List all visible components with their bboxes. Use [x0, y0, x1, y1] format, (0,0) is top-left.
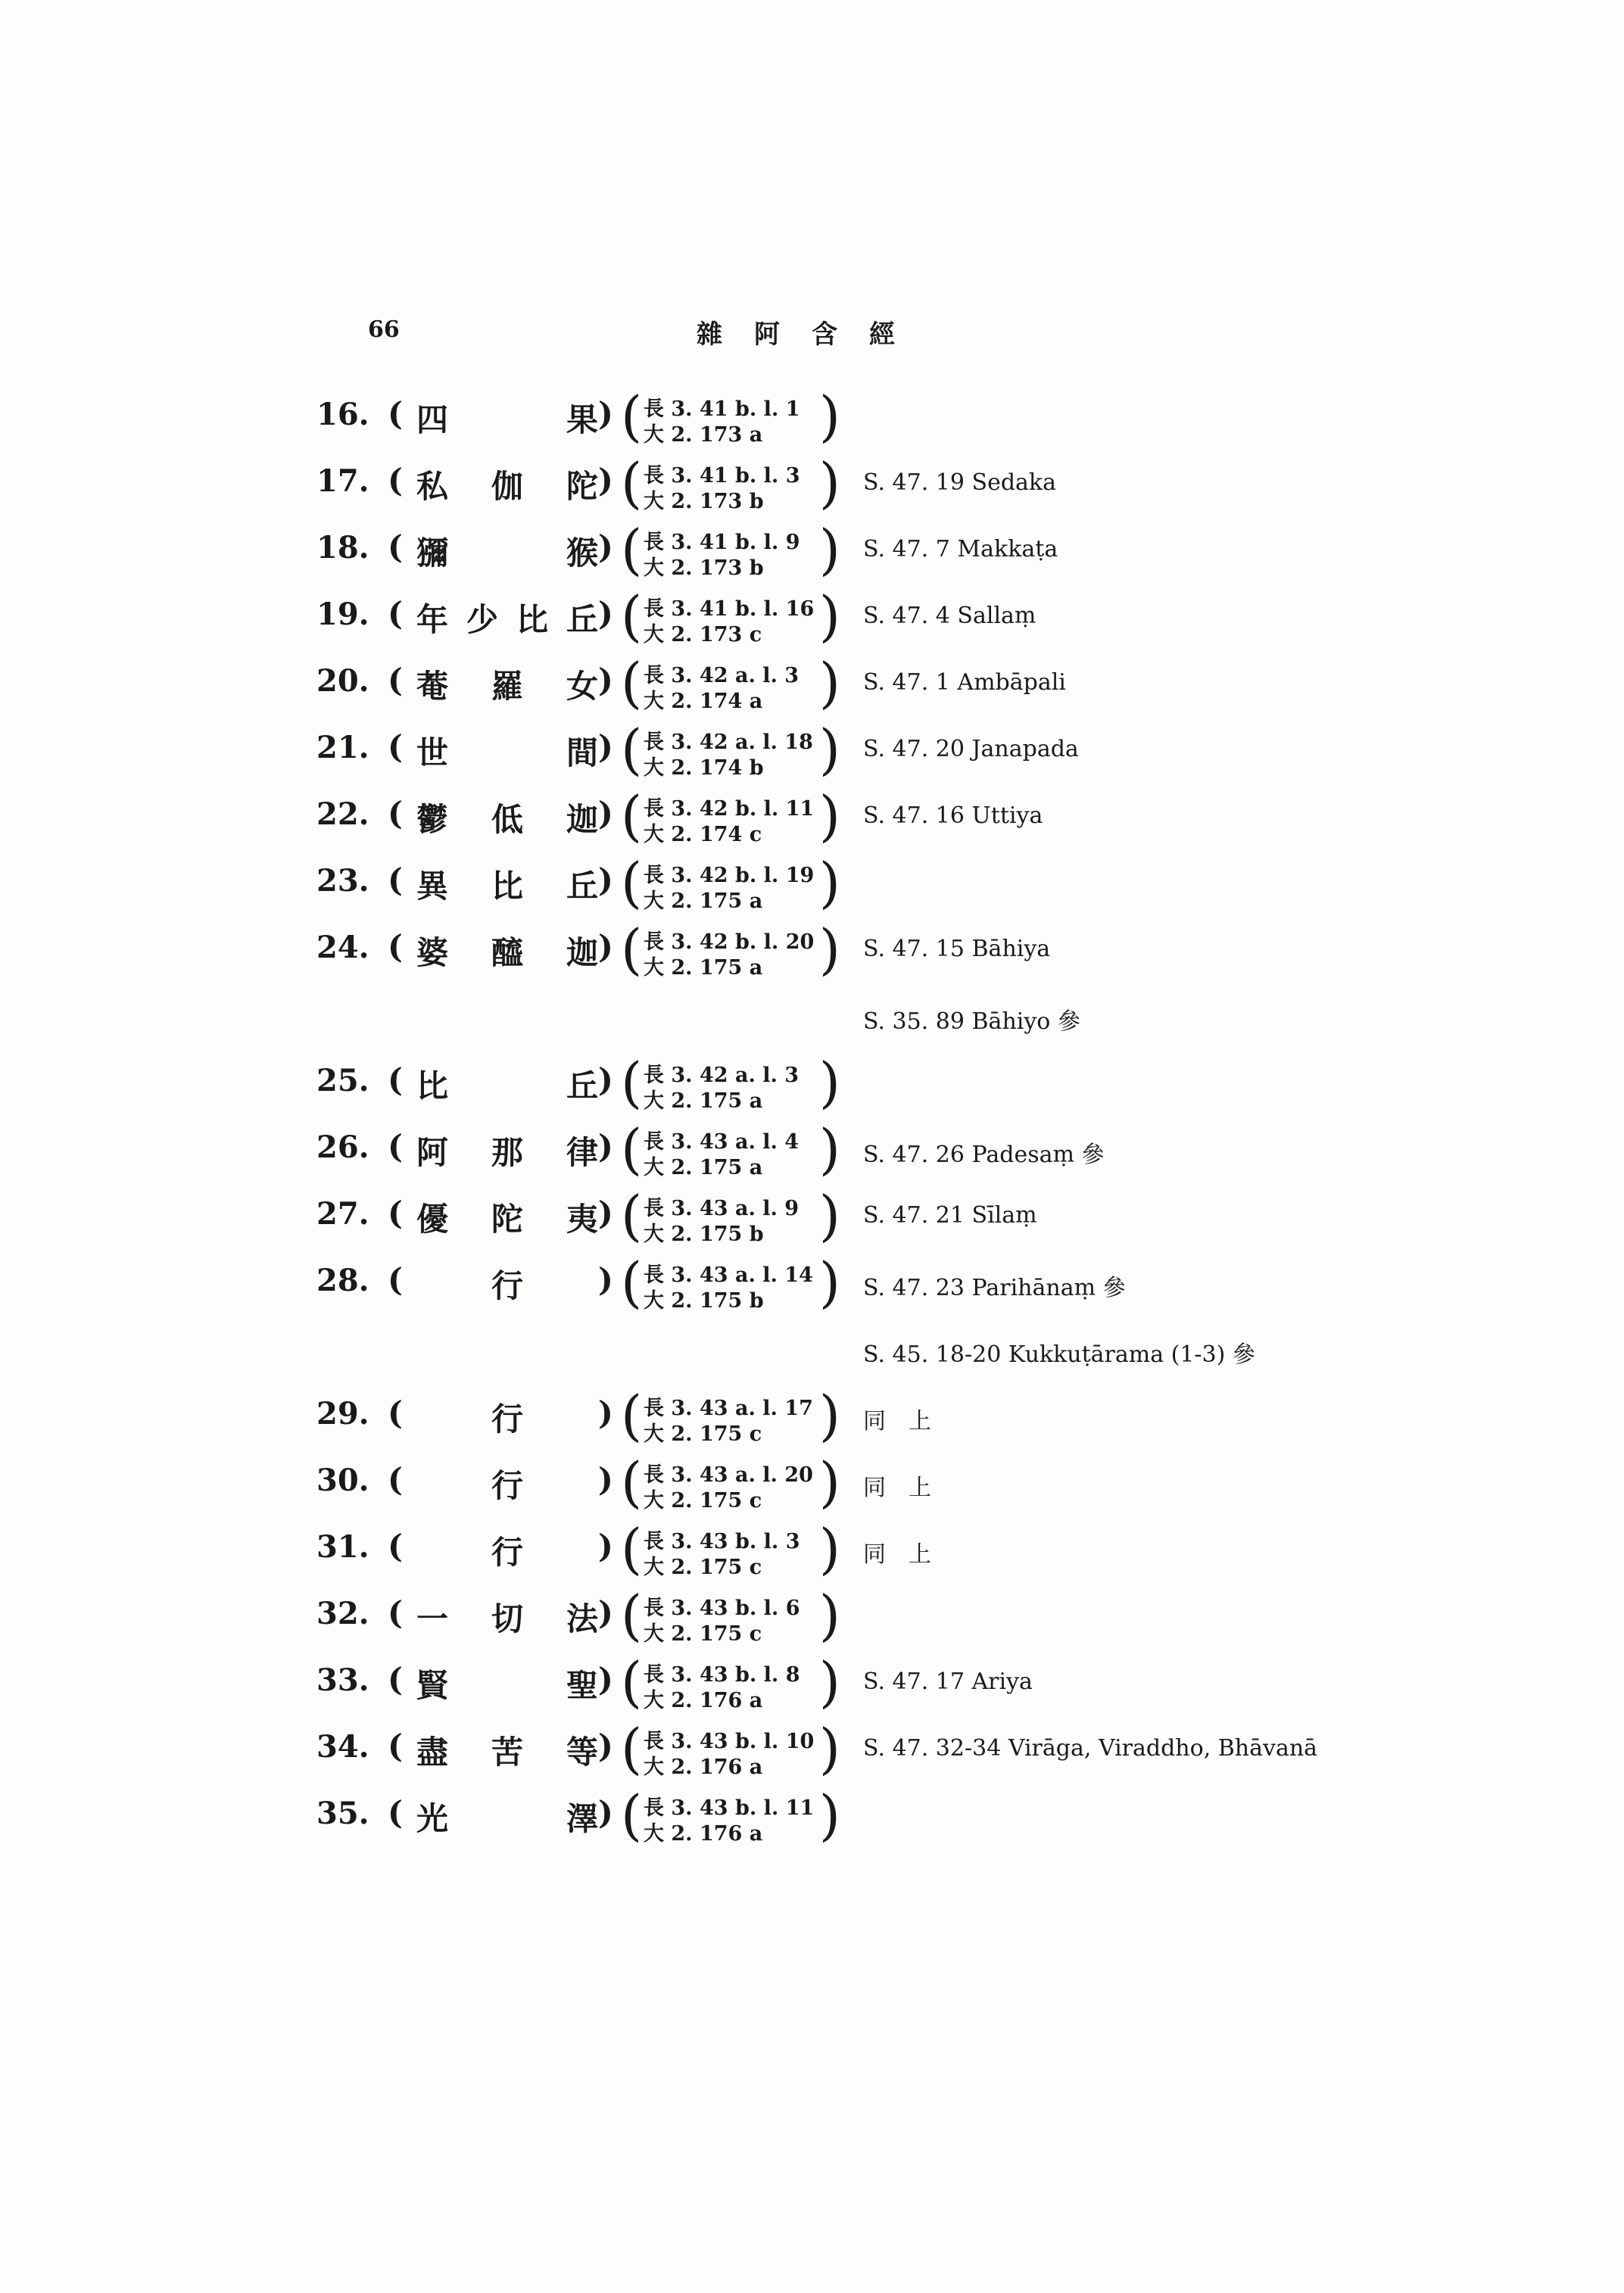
left-brace: ( — [621, 1117, 643, 1181]
ref-line-1: 長 3. 43 b. l. 3 — [644, 1530, 800, 1553]
entry-number: 35. — [316, 1796, 369, 1831]
title-char: 少 — [466, 601, 498, 638]
close-paren: ) — [598, 728, 613, 765]
table-row — [0, 1119, 1624, 1185]
entry-title — [388, 1195, 615, 1238]
entry-number: 30. — [316, 1463, 369, 1498]
entry-title — [388, 1394, 615, 1438]
left-brace: ( — [621, 451, 643, 515]
table-row — [0, 519, 1624, 586]
open-paren: ( — [388, 1594, 403, 1631]
ref-line-1: 長 3. 43 a. l. 4 — [644, 1130, 800, 1154]
source-reference — [621, 1584, 840, 1647]
pali-parallel: S. 47. 19 Sedaka — [863, 469, 1056, 496]
right-brace: ) — [818, 1184, 840, 1248]
left-brace: ( — [621, 518, 643, 581]
table-row — [0, 1252, 1624, 1319]
table-row — [0, 1785, 1624, 1852]
entry-title — [388, 728, 615, 771]
entry-number: 27. — [316, 1196, 369, 1232]
table-row-continuation — [0, 986, 1624, 1052]
title-char: 法 — [566, 1600, 598, 1637]
table-row — [0, 586, 1624, 653]
right-brace: ) — [818, 851, 840, 914]
pali-parallel: S. 47. 15 Bāhiya — [863, 936, 1051, 962]
title-char: 女 — [566, 668, 598, 705]
ref-line-1: 長 3. 43 b. l. 11 — [644, 1796, 815, 1820]
title-char: 陀 — [491, 1201, 523, 1238]
ref-line-1: 長 3. 43 b. l. 8 — [644, 1663, 800, 1687]
title-char: 羅 — [491, 668, 523, 705]
table-row — [0, 919, 1624, 986]
entry-title-text — [416, 462, 598, 507]
title-char: 迦 — [566, 934, 598, 971]
pali-parallel: S. 47. 16 Uttiya — [863, 802, 1043, 829]
title-char: 低 — [491, 801, 523, 838]
title-char: 夷 — [566, 1201, 598, 1238]
entry-title-text — [416, 861, 598, 907]
left-brace: ( — [621, 1450, 643, 1514]
entry-title-text — [416, 928, 598, 974]
open-paren: ( — [388, 1794, 403, 1831]
close-paren: ) — [598, 462, 613, 499]
entry-number: 29. — [316, 1396, 369, 1432]
title-char: 私 — [416, 468, 449, 505]
close-paren: ) — [598, 1528, 613, 1565]
entry-title — [388, 1728, 615, 1771]
ref-line-2: 大 2. 176 a — [644, 1822, 763, 1846]
entry-title — [388, 1528, 615, 1571]
open-paren: ( — [388, 861, 403, 899]
page-number: 66 — [368, 316, 400, 343]
source-reference — [621, 1517, 840, 1581]
open-paren: ( — [388, 1061, 403, 1098]
source-reference — [621, 784, 840, 848]
title-char: 迦 — [566, 801, 598, 838]
close-paren: ) — [598, 1128, 613, 1165]
left-brace: ( — [621, 385, 643, 448]
ref-line-1: 長 3. 42 b. l. 20 — [644, 930, 815, 954]
entry-number: 25. — [316, 1063, 369, 1098]
entry-title-text — [416, 528, 598, 574]
pali-parallel: S. 35. 89 Bāhiyo 參 — [863, 1008, 1080, 1035]
pali-parallel: S. 47. 26 Padesaṃ 參 — [863, 1142, 1105, 1168]
ref-line-2: 大 2. 174 c — [644, 823, 762, 846]
table-row — [0, 1185, 1624, 1252]
open-paren: ( — [388, 1728, 403, 1765]
close-paren: ) — [598, 662, 613, 699]
ref-line-2: 大 2. 175 a — [644, 956, 763, 980]
open-paren: ( — [388, 462, 403, 499]
entry-title-text — [416, 1794, 598, 1840]
ref-line-1: 長 3. 43 a. l. 14 — [644, 1263, 813, 1287]
close-paren: ) — [598, 1661, 613, 1698]
table-row — [0, 786, 1624, 852]
title-char: 苦 — [491, 1734, 523, 1771]
ref-line-1: 長 3. 42 a. l. 18 — [644, 731, 813, 754]
close-paren: ) — [598, 528, 613, 565]
source-reference — [621, 1784, 840, 1847]
title-char: 行 — [491, 1400, 523, 1438]
open-paren: ( — [388, 795, 403, 832]
right-brace: ) — [818, 1717, 840, 1781]
ref-line-2: 大 2. 173 b — [644, 556, 764, 580]
left-brace: ( — [621, 851, 643, 914]
right-brace: ) — [818, 385, 840, 448]
left-brace: ( — [621, 1384, 643, 1447]
left-brace: ( — [621, 1784, 643, 1847]
open-paren: ( — [388, 728, 403, 765]
open-paren: ( — [388, 1394, 403, 1432]
entry-number: 24. — [316, 930, 369, 965]
title-char: 異 — [416, 868, 449, 905]
ref-line-2: 大 2. 175 b — [644, 1289, 764, 1313]
pali-parallel: S. 47. 4 Sallaṃ — [863, 603, 1036, 629]
entry-title — [388, 395, 615, 438]
title-char: 那 — [491, 1134, 523, 1171]
ref-line-1: 長 3. 43 a. l. 17 — [644, 1397, 813, 1420]
entry-title-text — [416, 1394, 598, 1440]
open-paren: ( — [388, 1661, 403, 1698]
entry-title-text — [416, 1261, 598, 1307]
source-reference — [621, 1384, 840, 1447]
entry-number: 17. — [316, 463, 369, 499]
title-char: 行 — [491, 1467, 523, 1504]
page-title: 雜阿含經 — [697, 319, 927, 350]
title-char: 醯 — [491, 934, 523, 971]
right-brace: ) — [818, 651, 840, 715]
title-char: 澤 — [566, 1800, 598, 1837]
title-char: 比 — [491, 868, 523, 905]
entry-title-text — [416, 1528, 598, 1573]
title-char: 律 — [566, 1134, 598, 1171]
entry-number: 19. — [316, 597, 369, 632]
entry-title-text — [416, 795, 598, 840]
source-reference — [621, 651, 840, 715]
right-brace: ) — [818, 1384, 840, 1447]
entry-number: 28. — [316, 1263, 369, 1298]
left-brace: ( — [621, 1251, 643, 1314]
title-char: 切 — [491, 1600, 523, 1637]
source-reference — [621, 518, 840, 581]
title-char: 陀 — [566, 468, 598, 505]
ref-line-1: 長 3. 43 b. l. 6 — [644, 1597, 800, 1620]
entry-title-text — [416, 1594, 598, 1640]
right-brace: ) — [818, 1784, 840, 1847]
title-char: 伽 — [491, 468, 523, 505]
source-reference — [621, 1450, 840, 1514]
close-paren: ) — [598, 928, 613, 965]
right-brace: ) — [818, 784, 840, 848]
title-char: 婆 — [416, 934, 449, 971]
close-paren: ) — [598, 1594, 613, 1631]
entry-title-text — [416, 1461, 598, 1506]
source-reference — [621, 1251, 840, 1314]
pali-parallel: 同 上 — [863, 1408, 931, 1435]
title-char: 行 — [491, 1534, 523, 1571]
source-reference — [621, 918, 840, 981]
open-paren: ( — [388, 1128, 403, 1165]
title-char: 一 — [416, 1600, 449, 1637]
ref-line-2: 大 2. 176 a — [644, 1689, 763, 1712]
close-paren: ) — [598, 595, 613, 632]
ref-line-1: 長 3. 41 b. l. 3 — [644, 464, 800, 488]
entry-title-text — [416, 395, 598, 441]
title-char: 丘 — [566, 868, 598, 905]
left-brace: ( — [621, 1717, 643, 1781]
table-row — [0, 1385, 1624, 1452]
entry-title-text — [416, 1128, 598, 1173]
title-char: 行 — [491, 1267, 523, 1304]
title-char: 四 — [416, 401, 449, 438]
ref-line-2: 大 2. 174 a — [644, 690, 763, 713]
pali-parallel: S. 47. 1 Ambāpali — [863, 669, 1066, 696]
ref-line-2: 大 2. 173 c — [644, 623, 762, 646]
entry-title — [388, 1261, 615, 1304]
table-row — [0, 453, 1624, 519]
title-char: 菴 — [416, 668, 449, 705]
right-brace: ) — [818, 1650, 840, 1714]
right-brace: ) — [818, 1251, 840, 1314]
left-brace: ( — [621, 584, 643, 648]
close-paren: ) — [598, 861, 613, 899]
left-brace: ( — [621, 918, 643, 981]
close-paren: ) — [598, 1195, 613, 1232]
right-brace: ) — [818, 1450, 840, 1514]
ref-line-2: 大 2. 173 b — [644, 490, 764, 513]
table-row — [0, 1652, 1624, 1718]
ref-line-1: 長 3. 41 b. l. 1 — [644, 397, 800, 421]
entry-number: 23. — [316, 863, 369, 899]
source-reference — [621, 718, 840, 781]
table-row — [0, 1585, 1624, 1652]
title-char: 獼 — [416, 534, 449, 572]
pali-parallel: 同 上 — [863, 1541, 931, 1568]
entry-title-text — [416, 728, 598, 774]
right-brace: ) — [818, 518, 840, 581]
page-header — [0, 316, 1624, 362]
entry-title — [388, 1594, 615, 1637]
open-paren: ( — [388, 662, 403, 699]
table-row — [0, 1519, 1624, 1585]
ref-line-2: 大 2. 174 b — [644, 756, 764, 780]
entry-title-text — [416, 1061, 598, 1107]
open-paren: ( — [388, 395, 403, 432]
right-brace: ) — [818, 451, 840, 515]
ref-line-2: 大 2. 175 a — [644, 1089, 763, 1113]
pali-parallel: S. 47. 32-34 Virāga, Viraddho, Bhāvanā — [863, 1735, 1318, 1762]
table-row — [0, 852, 1624, 919]
source-reference — [621, 1051, 840, 1114]
close-paren: ) — [598, 1061, 613, 1098]
entry-number: 18. — [316, 530, 369, 565]
entry-number: 31. — [316, 1529, 369, 1565]
title-char: 比 — [516, 601, 548, 638]
source-reference — [621, 1650, 840, 1714]
entry-title-text — [416, 1195, 598, 1240]
title-char: 鬱 — [416, 801, 449, 838]
pali-parallel: S. 47. 7 Makkaṭa — [863, 536, 1058, 562]
entry-number: 26. — [316, 1129, 369, 1165]
open-paren: ( — [388, 1528, 403, 1565]
left-brace: ( — [621, 1650, 643, 1714]
title-char: 比 — [416, 1067, 449, 1104]
close-paren: ) — [598, 1394, 613, 1432]
left-brace: ( — [621, 718, 643, 781]
open-paren: ( — [388, 928, 403, 965]
pali-parallel: S. 47. 17 Ariya — [863, 1668, 1033, 1695]
open-paren: ( — [388, 1195, 403, 1232]
right-brace: ) — [818, 1584, 840, 1647]
ref-line-1: 長 3. 42 a. l. 3 — [644, 1064, 800, 1087]
title-char: 丘 — [566, 601, 598, 638]
title-char: 間 — [566, 734, 598, 771]
left-brace: ( — [621, 1051, 643, 1114]
open-paren: ( — [388, 528, 403, 565]
entry-number: 20. — [316, 663, 369, 699]
source-reference — [621, 451, 840, 515]
ref-line-1: 長 3. 42 b. l. 11 — [644, 797, 815, 821]
ref-line-2: 大 2. 175 a — [644, 1156, 763, 1179]
entry-list — [0, 386, 1624, 1852]
table-row — [0, 1718, 1624, 1785]
entry-title — [388, 1128, 615, 1171]
entry-title-text — [416, 1728, 598, 1773]
entry-number: 33. — [316, 1662, 369, 1698]
table-row — [0, 1452, 1624, 1519]
source-reference — [621, 851, 840, 914]
ref-line-1: 長 3. 42 b. l. 19 — [644, 864, 815, 887]
right-brace: ) — [818, 718, 840, 781]
title-char: 賢 — [416, 1667, 449, 1704]
pali-parallel: S. 47. 23 Parihānaṃ 參 — [863, 1275, 1126, 1301]
entry-title — [388, 1461, 615, 1504]
right-brace: ) — [818, 584, 840, 648]
entry-title-text — [416, 595, 598, 640]
source-reference — [621, 584, 840, 648]
title-char: 優 — [416, 1201, 449, 1238]
entry-number: 32. — [316, 1596, 369, 1631]
right-brace: ) — [818, 1051, 840, 1114]
left-brace: ( — [621, 784, 643, 848]
right-brace: ) — [818, 1517, 840, 1581]
entry-title-text — [416, 1661, 598, 1706]
close-paren: ) — [598, 1461, 613, 1498]
open-paren: ( — [388, 1461, 403, 1498]
ref-line-2: 大 2. 176 a — [644, 1756, 763, 1779]
open-paren: ( — [388, 595, 403, 632]
table-row — [0, 653, 1624, 719]
entry-title — [388, 1794, 615, 1837]
entry-title — [388, 1061, 615, 1104]
entry-number: 22. — [316, 796, 369, 832]
close-paren: ) — [598, 1261, 613, 1298]
title-char: 阿 — [416, 1134, 449, 1171]
ref-line-2: 大 2. 175 c — [644, 1422, 762, 1446]
title-char: 盡 — [416, 1734, 449, 1771]
left-brace: ( — [621, 1584, 643, 1647]
entry-number: 34. — [316, 1729, 369, 1765]
title-char: 年 — [416, 601, 449, 638]
close-paren: ) — [598, 795, 613, 832]
pali-parallel: S. 45. 18-20 Kukkuṭārama (1-3) 參 — [863, 1341, 1255, 1368]
ref-line-2: 大 2. 175 c — [644, 1622, 762, 1646]
ref-line-2: 大 2. 175 c — [644, 1556, 762, 1579]
table-row — [0, 1052, 1624, 1119]
pali-parallel: S. 47. 21 Sīlaṃ — [863, 1202, 1037, 1229]
pali-parallel: 同 上 — [863, 1475, 931, 1501]
title-char: 世 — [416, 734, 449, 771]
left-brace: ( — [621, 1184, 643, 1248]
title-char: 果 — [566, 401, 598, 438]
entry-title — [388, 795, 615, 838]
ref-line-2: 大 2. 175 a — [644, 889, 763, 913]
entry-number: 16. — [316, 397, 369, 432]
entry-number: 21. — [316, 730, 369, 765]
entry-title — [388, 861, 615, 905]
ref-line-1: 長 3. 41 b. l. 9 — [644, 531, 800, 554]
ref-line-1: 長 3. 41 b. l. 16 — [644, 597, 815, 621]
title-char: 丘 — [566, 1067, 598, 1104]
ref-line-1: 長 3. 43 a. l. 20 — [644, 1463, 813, 1487]
title-char: 光 — [416, 1800, 449, 1837]
table-row — [0, 386, 1624, 453]
title-char: 猴 — [566, 534, 598, 572]
pali-parallel: S. 47. 20 Janapada — [863, 736, 1079, 762]
entry-title — [388, 1661, 615, 1704]
table-row — [0, 719, 1624, 786]
title-char: 聖 — [566, 1667, 598, 1704]
ref-line-1: 長 3. 42 a. l. 3 — [644, 664, 800, 687]
entry-title — [388, 462, 615, 505]
title-char: 等 — [566, 1734, 598, 1771]
table-row-continuation — [0, 1319, 1624, 1385]
ref-line-1: 長 3. 43 a. l. 9 — [644, 1197, 800, 1220]
open-paren: ( — [388, 1261, 403, 1298]
source-reference — [621, 1117, 840, 1181]
ref-line-2: 大 2. 173 a — [644, 423, 763, 447]
left-brace: ( — [621, 1517, 643, 1581]
left-brace: ( — [621, 651, 643, 715]
ref-line-1: 長 3. 43 b. l. 10 — [644, 1730, 815, 1753]
ref-line-2: 大 2. 175 b — [644, 1223, 764, 1246]
entry-title — [388, 595, 615, 638]
right-brace: ) — [818, 918, 840, 981]
entry-title — [388, 662, 615, 705]
close-paren: ) — [598, 1794, 613, 1831]
source-reference — [621, 385, 840, 448]
source-reference — [621, 1717, 840, 1781]
ref-line-2: 大 2. 175 c — [644, 1489, 762, 1513]
entry-title — [388, 528, 615, 572]
entry-title — [388, 928, 615, 971]
close-paren: ) — [598, 1728, 613, 1765]
source-reference — [621, 1184, 840, 1248]
entry-title-text — [416, 662, 598, 707]
close-paren: ) — [598, 395, 613, 432]
right-brace: ) — [818, 1117, 840, 1181]
